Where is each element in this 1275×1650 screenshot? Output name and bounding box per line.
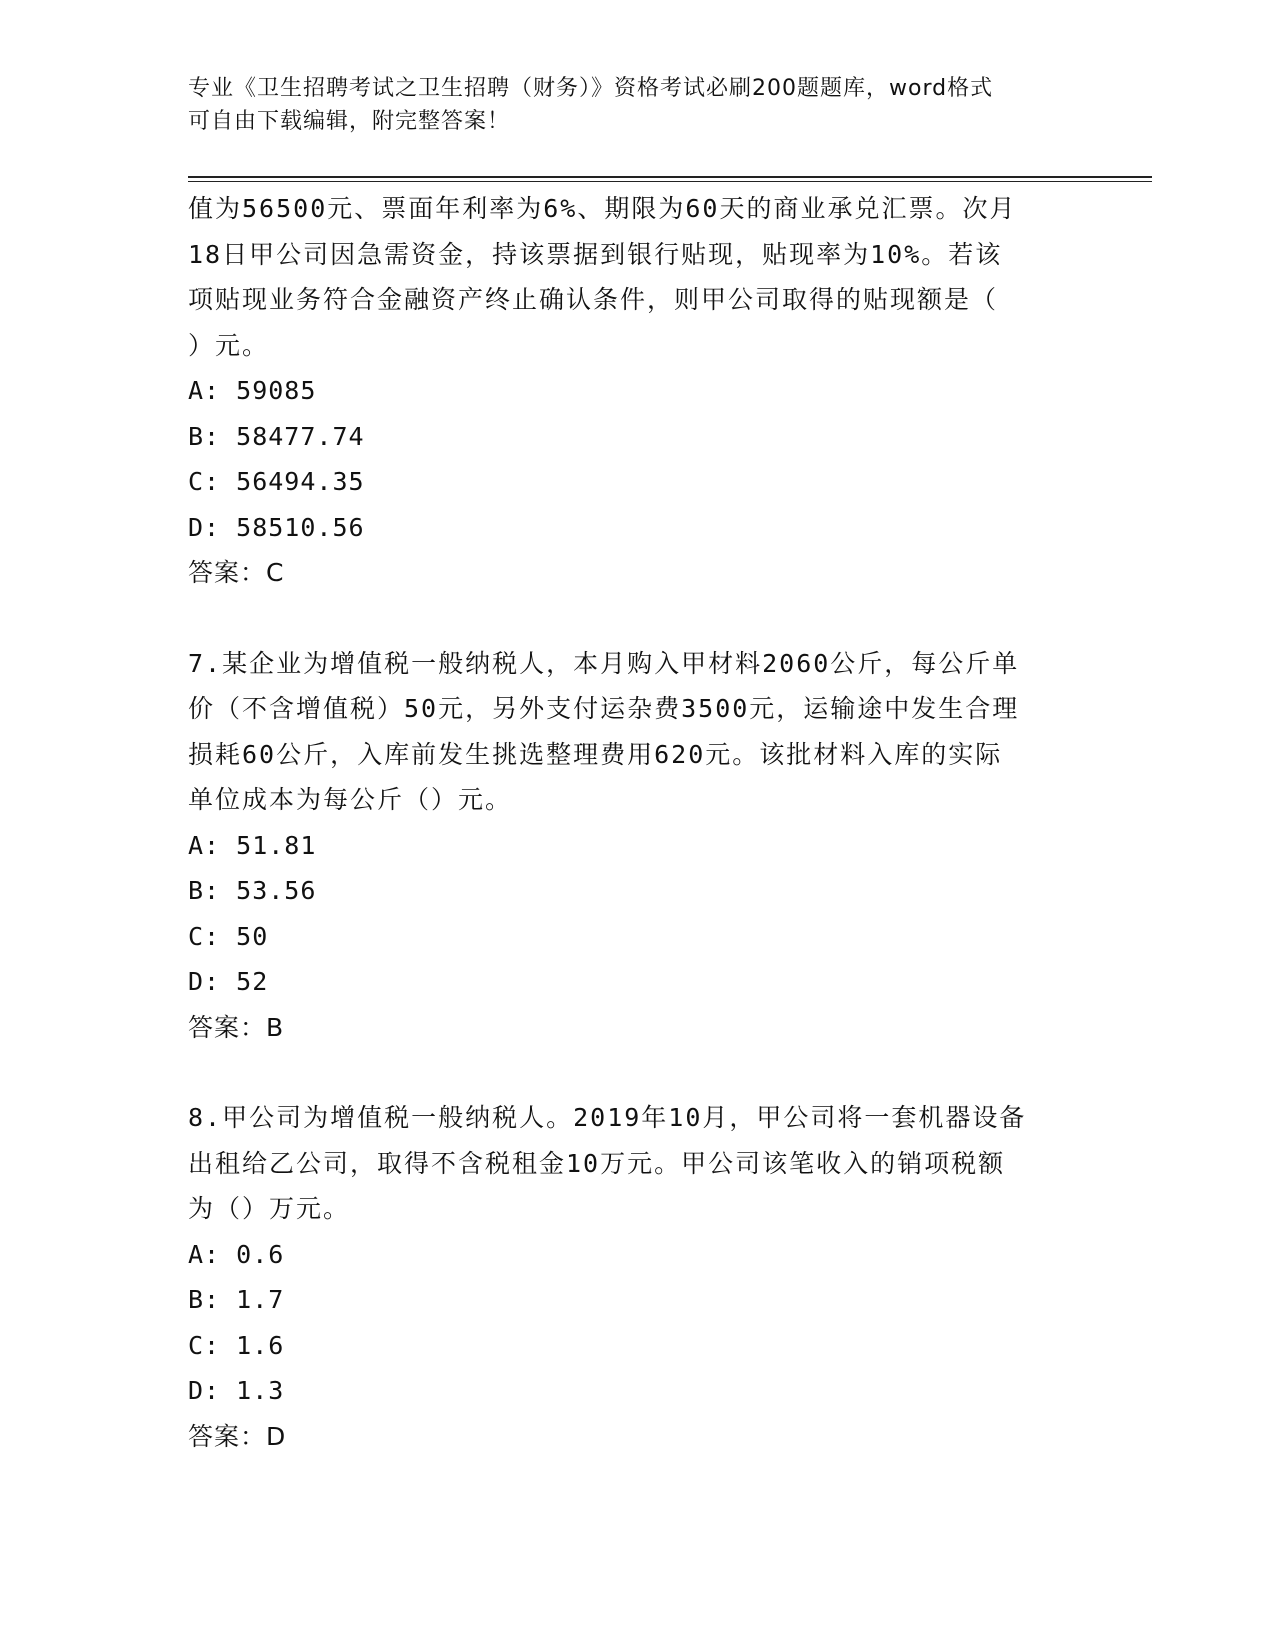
- option-c: C: 50: [188, 921, 269, 951]
- answer-line: 答案：D: [188, 1421, 287, 1451]
- option-d: D: 52: [188, 967, 269, 996]
- option-a: A: 0.6: [188, 1239, 285, 1269]
- question-line: 8.甲公司为增值税一般纳税人。2019年10月，甲公司将一套机器设备: [188, 1103, 1027, 1132]
- header-line-2: 可自由下载编辑，附完整答案！: [188, 109, 511, 134]
- question-line: 7.某企业为增值税一般纳税人，本月购入甲材料2060公斤，每公斤单: [188, 648, 1020, 678]
- question-line: 为（）万元。: [188, 1194, 351, 1223]
- question-line: 单位成本为每公斤（）元。: [188, 785, 513, 814]
- question-list: [188, 186, 1088, 1459]
- spacer: [188, 596, 1088, 641]
- question-line: 项贴现业务符合金融资产终止确认条件，则甲公司取得的贴现额是（: [188, 285, 999, 314]
- option-b: B: 53.56: [188, 876, 317, 905]
- question-block: [188, 186, 1088, 596]
- question-line: 价（不含增值税）50元，另外支付运杂费3500元，运输途中发生合理: [188, 694, 1020, 723]
- question-line: 18日甲公司因急需资金，持该票据到银行贴现，贴现率为10%。若该: [188, 239, 1003, 269]
- question-line: ）元。: [188, 330, 270, 360]
- header-divider: [188, 176, 1152, 178]
- option-d: D: 1.3: [188, 1376, 285, 1405]
- question-line: 值为56500元、票面年利率为6%、期限为60天的商业承兑汇票。次月: [188, 194, 1017, 223]
- option-c: C: 56494.35: [188, 467, 365, 496]
- option-b: B: 1.7: [188, 1285, 285, 1314]
- question-block: [188, 641, 1088, 1051]
- document-header: [188, 72, 1088, 138]
- answer-line: 答案：C: [188, 558, 285, 587]
- option-b: B: 58477.74: [188, 421, 365, 451]
- question-line: 出租给乙公司，取得不含税租金10万元。甲公司该笔收入的销项税额: [188, 1148, 1006, 1178]
- header-divider-thin: [188, 181, 1152, 182]
- option-c: C: 1.6: [188, 1330, 285, 1360]
- option-a: A: 51.81: [188, 830, 317, 860]
- option-d: D: 58510.56: [188, 512, 365, 542]
- option-a: A: 59085: [188, 376, 317, 405]
- answer-line: 答案：B: [188, 1012, 285, 1042]
- spacer: [188, 1050, 1088, 1095]
- header-line-1: 专业《卫生招聘考试之卫生招聘（财务）》资格考试必刷200题题库，word格式: [188, 76, 994, 101]
- question-block: [188, 1095, 1088, 1459]
- question-line: 损耗60公斤，入库前发生挑选整理费用620元。该批材料入库的实际: [188, 739, 1003, 769]
